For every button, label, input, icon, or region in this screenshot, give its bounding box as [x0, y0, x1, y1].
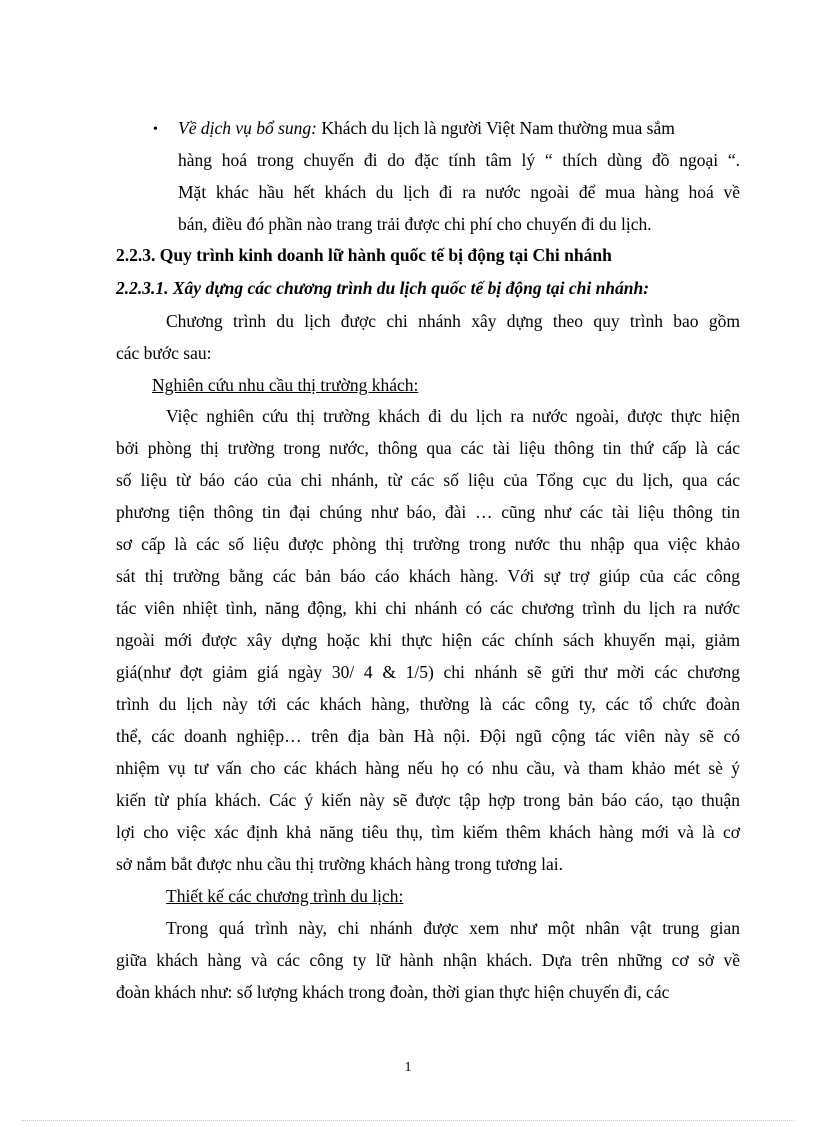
para1-line: trình du lịch này tới các khách hàng, thường là các công ty, các tổ chức đoàn — [116, 694, 740, 714]
heading-2-2-3: 2.2.3. Quy trình kinh doanh lữ hành quốc tế bị động tại Chi nhánh — [116, 245, 612, 265]
subheading-program-design: Thiết kế các chương trình du lịch: — [166, 886, 404, 906]
para1-line: kiến từ phía khách. Các ý kiến này sẽ được tập hợp trong bản báo cáo, tạo thuận — [116, 790, 740, 810]
intro-line-1: Chương trình du lịch được chi nhánh xây dựng theo quy trình bao gồm — [166, 311, 740, 331]
para1-line: thể, các doanh nghiệp… trên địa bàn Hà nội. Đội ngũ cộng tác viên này sẽ có — [116, 726, 740, 746]
para1-line: sở nắm bắt được nhu cầu thị trường khách hàng trong tương lai. — [116, 854, 563, 874]
para2-line: giữa khách hàng và các công ty lữ hành nhận khách. Dựa trên những cơ sở về — [116, 950, 740, 970]
intro-line-2: các bước sau: — [116, 343, 212, 363]
para1-line: phương tiện thông tin đại chúng như báo, đài … cũng như các tài liệu thông tin — [116, 502, 740, 522]
para1-line: Việc nghiên cứu thị trường khách đi du lịch ra nước ngoài, được thực hiện — [166, 406, 740, 426]
bullet-line-1 — [178, 114, 740, 142]
page-bottom-divider — [22, 1120, 794, 1121]
bullet-line-1-rest: Khách du lịch là người Việt Nam thường mua sắm — [317, 118, 675, 138]
bullet-lead: Về dịch vụ bổ sung: — [178, 118, 317, 138]
para1-line: số liệu từ báo cáo của chi nhánh, từ các số liệu của Tổng cục du lịch, qua các — [116, 470, 740, 490]
bullet-line-3: Mặt khác hầu hết khách du lịch đi ra nước ngoài để mua hàng hoá về — [178, 182, 740, 202]
page-number: 1 — [404, 1060, 412, 1075]
para1-line: nhiệm vụ tư vấn cho các khách hàng nếu họ có nhu cầu, và tham khảo mét sè ý — [116, 758, 740, 778]
para1-line: bởi phòng thị trường trong nước, thông qua các tài liệu thông tin thứ cấp là các — [116, 438, 740, 458]
para2-line: Trong quá trình này, chi nhánh được xem như một nhân vật trung gian — [166, 918, 740, 938]
para1-line: sát thị trường bằng các bản báo cáo khách hàng. Với sự trợ giúp của các công — [116, 566, 740, 586]
bullet-line-2: hàng hoá trong chuyến đi do đặc tính tâm lý “ thích dùng đồ ngoại “. — [178, 150, 740, 170]
bullet-dot-icon: • — [153, 122, 158, 137]
para1-line: tác viên nhiệt tình, năng động, khi chi nhánh có các chương trình du lịch ra nước — [116, 598, 740, 618]
para1-line: giá(như đợt giảm giá ngày 30/ 4 & 1/5) chi nhánh sẽ gửi thư mời các chương — [116, 662, 740, 682]
bullet-line-4: bán, điều đó phần nào trang trải được chi phí cho chuyến đi du lịch. — [178, 214, 652, 234]
subheading-market-research: Nghiên cứu nhu cầu thị trường khách: — [152, 375, 419, 395]
para1-line: sơ cấp là các số liệu được phòng thị trường trong nước thu nhập qua việc khảo — [116, 534, 740, 554]
para2-line: đoàn khách như: số lượng khách trong đoàn, thời gian thực hiện chuyến đi, các — [116, 982, 670, 1002]
para1-line: ngoài mới được xây dựng hoặc khi thực hiện các chính sách khuyến mại, giảm — [116, 630, 740, 650]
heading-2-2-3-1: 2.2.3.1. Xây dựng các chương trình du lịch quốc tế bị động tại chi nhánh: — [116, 278, 650, 298]
para1-line: lợi cho việc xác định khả năng tiêu thụ, tìm kiếm thêm khách hàng mới và là cơ — [116, 822, 740, 842]
